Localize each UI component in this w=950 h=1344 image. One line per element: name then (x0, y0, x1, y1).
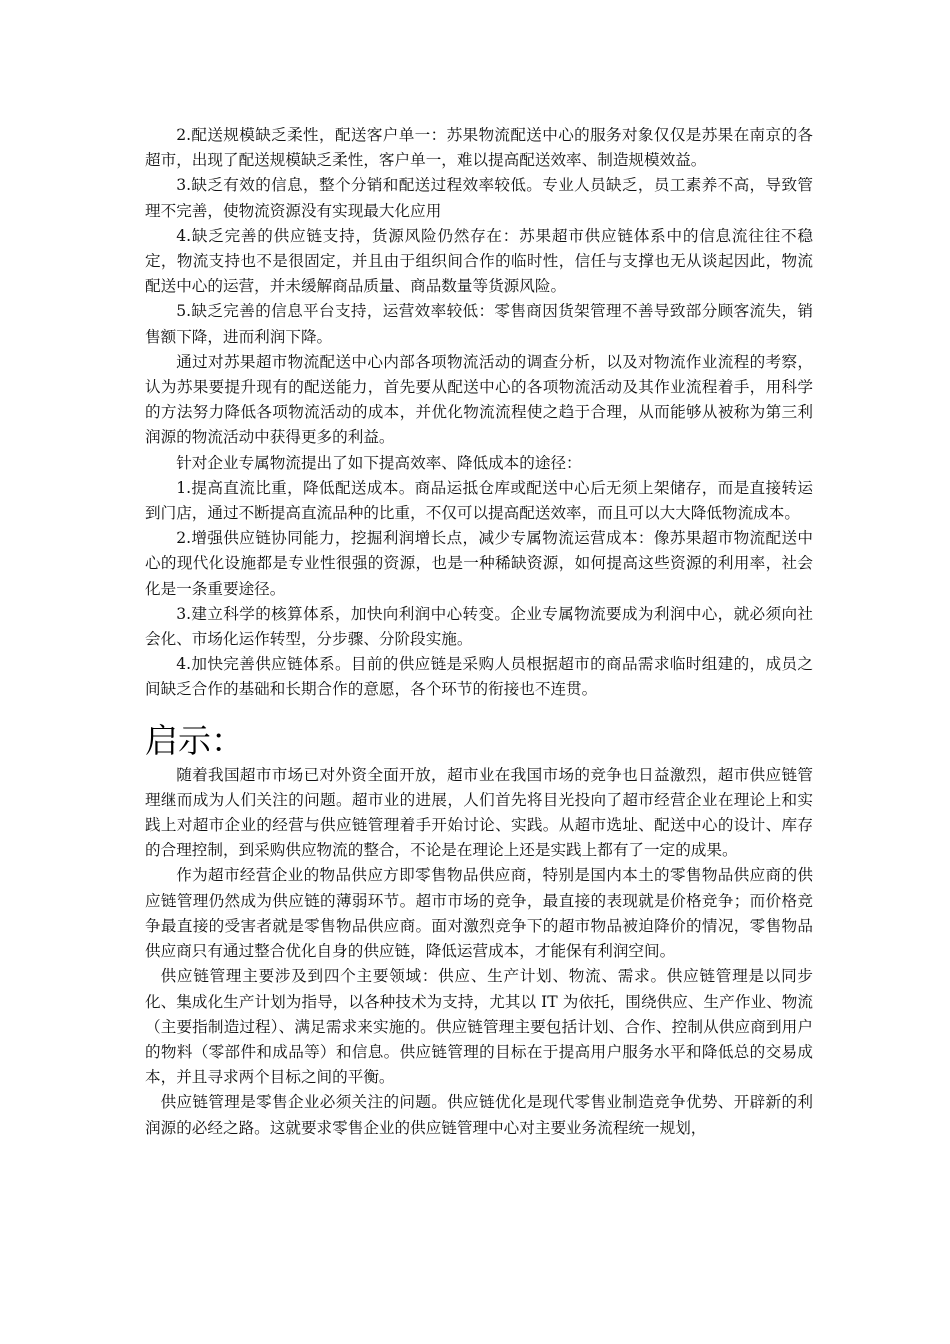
paragraph-insight-2: 作为超市经营企业的物品供应方即零售物品供应商，特别是国内本土的零售物品供应商的供应链管理仍然成为供应链的薄弱环节。超市市场的竞争，最直接的表现就是价格竞争；而价格竞争最直接的受害者就是零售物品供应商。面对激烈竞争下的超市物品被迫降价的情况，零售物品供应商只有通过整合优化自身的供应链，降低运营成本，才能保有利润空间。 (145, 866, 813, 961)
paragraph-approach-4: 4.加快完善供应链体系。目前的供应链是采购人员根据超市的商品需求临时组建的，成员之间缺乏合作的基础和长期合作的意愿，各个环节的衔接也不连贯。 (145, 655, 813, 699)
section-heading: 启示： (145, 720, 244, 760)
paragraph-approach-intro: 针对企业专属物流提出了如下提高效率、降低成本的途径： (176, 453, 582, 472)
paragraph-approach-2: 2.增强供应链协同能力，挖掘利润增长点，减少专属物流运营成本：像苏果超市物流配送中心的现代化设施都是专业性很强的资源，也是一种稀缺资源，如何提高这些资源的利用率，社会化是一条重要途径。 (145, 529, 813, 598)
paragraph-approach-3: 3.建立科学的核算体系，加快向利润中心转变。企业专属物流要成为利润中心，就必须向社会化、市场化运作转型，分步骤、分阶段实施。 (145, 604, 813, 649)
paragraph-approach-1: 1.提高直流比重，降低配送成本。商品运抵仓库或配送中心后无须上架储存，而是直接转运到门店，通过不断提高直流品种的比重，不仅可以提高配送效率，而且可以大大降低物流成本。 (145, 478, 813, 523)
paragraph-insight-4: 供应链管理是零售企业必须关注的问题。供应链优化是现代零售业制造竞争优势、开辟新的利润源的必经之路。这就要求零售企业的供应链管理中心对主要业务流程统一规划， (145, 1093, 813, 1137)
paragraph-insight-3: 供应链管理主要涉及到四个主要领域：供应、生产计划、物流、需求。供应链管理是以同步化、集成化生产计划为指导，以各种技术为支持，尤其以 IT 为依托，围绕供应、生产作业、物流（主要指制造过程）、满足需求来实施的。供应链管理主要包括计划、合作、控制从供应商到用户的物料（零部件和成品等）和信息。供应链管理的目标在于提高用户服务水平和降低总的交易成本，并且寻求两个目标之间的平衡。 (145, 967, 813, 1087)
paragraph-item-3: 3.缺乏有效的信息，整个分销和配送过程效率较低。专业人员缺乏，员工素养不高，导致管理不完善，使物流资源没有实现最大化应用 (145, 176, 813, 220)
paragraph-item-4: 4.缺乏完善的供应链支持，货源风险仍然存在：苏果超市供应链体系中的信息流往往不稳定，物流支持也不是很固定，并且由于组织间合作的临时性，信任与支撑也无从谈起因此，物流配送中心的运营，并未缓解商品质量、商品数量等货源风险。 (145, 226, 813, 296)
document-page (145, 123, 813, 1141)
paragraph-item-2: 2.配送规模缺乏柔性，配送客户单一：苏果物流配送中心的服务对象仅仅是苏果在南京的各超市，出现了配送规模缺乏柔性，客户单一，难以提高配送效率、制造规模效益。 (145, 126, 813, 170)
paragraph-analysis: 通过对苏果超市物流配送中心内部各项物流活动的调查分析，以及对物流作业流程的考察，认为苏果要提升现有的配送能力，首先要从配送中心的各项物流活动及其作业流程着手，用科学的方法努力降低各项物流活动的成本，并优化物流流程使之趋于合理，从而能够从被称为第三利润源的物流活动中获得更多的利益。 (145, 352, 813, 447)
paragraph-item-5: 5.缺乏完善的信息平台支持，运营效率较低：零售商因货架管理不善导致部分顾客流失，销售额下降，进而利润下降。 (145, 302, 813, 346)
paragraph-insight-1: 随着我国超市市场已对外资全面开放，超市业在我国市场的竞争也日益激烈，超市供应链管理继而成为人们关注的问题。超市业的进展，人们首先将目光投向了超市经营企业在理论上和实践上对超市企业的经营与供应链管理着手开始讨论、实践。从超市选址、配送中心的设计、库存的合理控制，到采购供应物流的整合，不论是在理论上还是实践上都有了一定的成果。 (145, 765, 813, 860)
